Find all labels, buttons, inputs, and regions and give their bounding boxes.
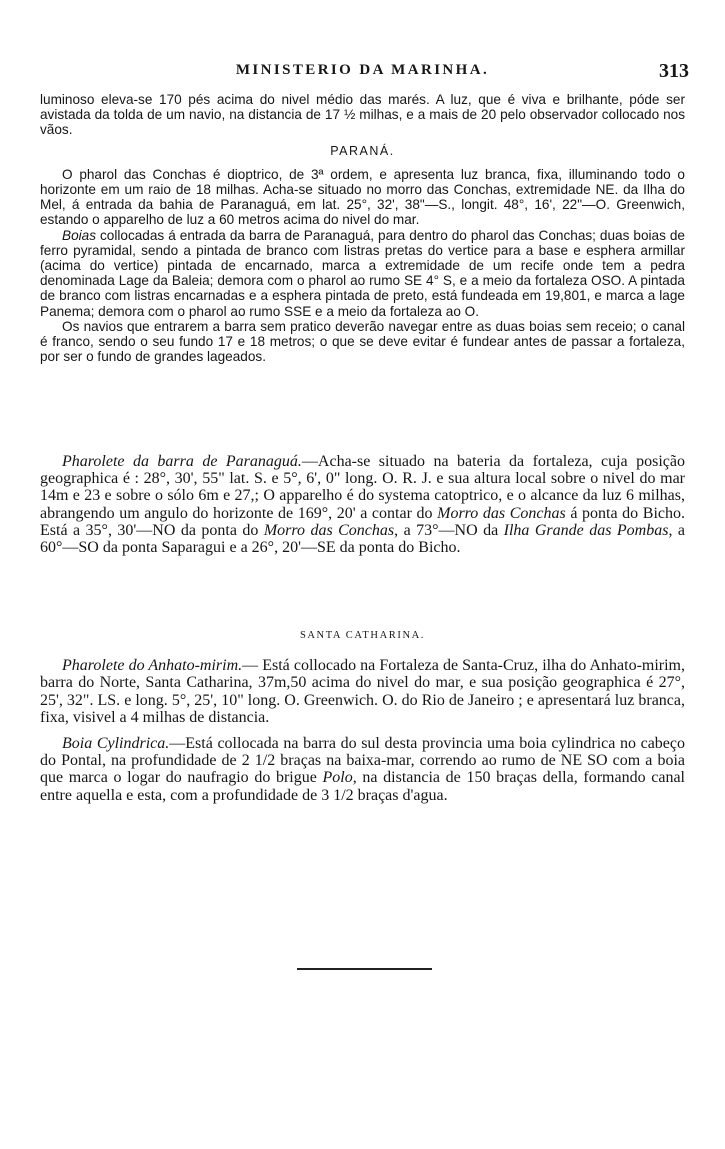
paragraph-navios: Os navios que entrarem a barra sem pratico deverão navegar entre as duas boias sem receio; o canal é franco, sendo o seu fundo 17 e 18 metros; o que se deve evitar é fundear antes de passar a fortaleza, por ser o fundo de grandes lageados. [40, 318, 685, 365]
pharolete-paranagua-text-2: á ponta do Bicho. Está a 35°, 30'—NO da ponta do [40, 504, 685, 539]
santa-catharina-block [40, 627, 685, 804]
running-title: MINISTERIO DA MARINHA. [235, 62, 490, 78]
boia-cylindrica-label: Boia Cylindrica. [62, 735, 170, 753]
boias-label: Boias [62, 227, 97, 243]
upper-text-block [40, 92, 685, 364]
section-heading-santa-catharina: SANTA CATHARINA. [299, 630, 426, 641]
pharolete-paranagua-text: —Acha-se situado na bateria da fortaleza, cuja posição geographica é : 28°, 30', 55" lat. S. e 5°, 6', 0" long. O. R. J. e sua altura local sobre o nivel do mar 14m e 23 e sobre o sólo 6m e 27,; O apparelho é do systema catoptrico, e o alcance da luz 6 milhas, abrangendo um angulo do horizonte de 169°, 20' a contar do [40, 453, 685, 522]
section-heading-parana: PARANÁ. [330, 143, 395, 158]
pharolete-anhato-text: — Está collocado na Fortaleza de Santa-Cruz, ilha do Anhato-mirim, barra do Norte, Santa Catharina, 37m,50 acima do nivel do mar, e sua posição geographica é 27°, 25', 32". LS. e long. 5°, 25', 10" long. O. Greenwich. O. do Rio de Janeiro ; e apresentará luz branca, fixa, visivel a 4 milhas de distancia. [40, 657, 686, 726]
pharolete-anhato-label: Pharolete do Anhato-mirim. [62, 657, 243, 675]
continued-paragraph: luminoso eleva-se 170 pés acima do nivel médio das marés. A luz, que é viva e brilhante, póde ser avistada da tolda de um navio, na distancia de 17 ½ milhas, e a mais de 20 pelo observador collocado nos vãos. [40, 92, 685, 138]
paragraph-pharolete-anhato [40, 657, 685, 726]
pharolete-paranagua-label: Pharolete da barra de Paranaguá. [62, 453, 302, 470]
paragraph-pharolete-paranagua [40, 453, 685, 556]
pharolete-paranagua-text-3: , a 73°—NO da [394, 521, 504, 539]
paragraph-boia-cylindrica [40, 735, 685, 804]
pharolete-paranagua-text-4: , a 60°—SO da ponta Saparagui e a 26°, 20'—SE da ponta do Bicho. [40, 521, 686, 557]
pharolete-paranagua-block [40, 453, 685, 556]
morro-conchas-2: Morro das Conchas [263, 521, 395, 539]
ilha-grande-pombas: Ilha Grande das Pombas [503, 521, 669, 539]
end-rule [297, 968, 432, 970]
page-number: 313 [659, 60, 689, 82]
brigue-polo: Polo [322, 769, 353, 787]
boia-cylindrica-text: —Está collocada na barra do sul desta provincia uma boia cylindrica no cabeço do Pontal, na profundidade de 2 1/2 braças na baixa-mar, correndo ao rumo de NE SO com a boia que marca o logar do naufragio do brigue [40, 735, 685, 787]
paragraph-pharol-conchas: O pharol das Conchas é dioptrico, de 3ª ordem, e apresenta luz branca, fixa, illuminando todo o horizonte em um raio de 18 milhas. Acha-se situado no morro das Conchas, extremidade NE. da Ilha do Mel, á entrada da bahia de Paranaguá, em lat. 25°, 32', 38"—S., longit. 48°, 16', 22"—O. Greenwich, estando o apparelho de luz a 60 metros acima do nivel do mar. [40, 166, 685, 228]
boias-text: collocadas á entrada da barra de Paranaguá, para dentro do pharol das Conchas; duas boias de ferro pyramidal, sendo a pintada de branco com listras pretas do vertice para a base e esphera armillar (acima do vertice) pintada de encarnado, marca a extremidade de um recife onde tem a pedra denominada Lage da Baleia; demora com o pharol ao rumo SE 4° S, e a meio da fortaleza OSO. A pintada de branco com listras encarnadas e a esphera pintada de preto, está fundeada em 19,801, e marca a lage Panema; demora com o pharol ao rumo SSE e a meio da fortaleza ao O. [40, 227, 685, 319]
morro-conchas-1: Morro das Conchas [437, 504, 566, 522]
page-header [40, 60, 689, 84]
boia-cylindrica-text-2: , na distancia de 150 braças della, formando canal entre aquella e esta, com a profundidade de 3 1/2 braças d'agua. [40, 769, 685, 804]
paragraph-boias [40, 228, 685, 319]
